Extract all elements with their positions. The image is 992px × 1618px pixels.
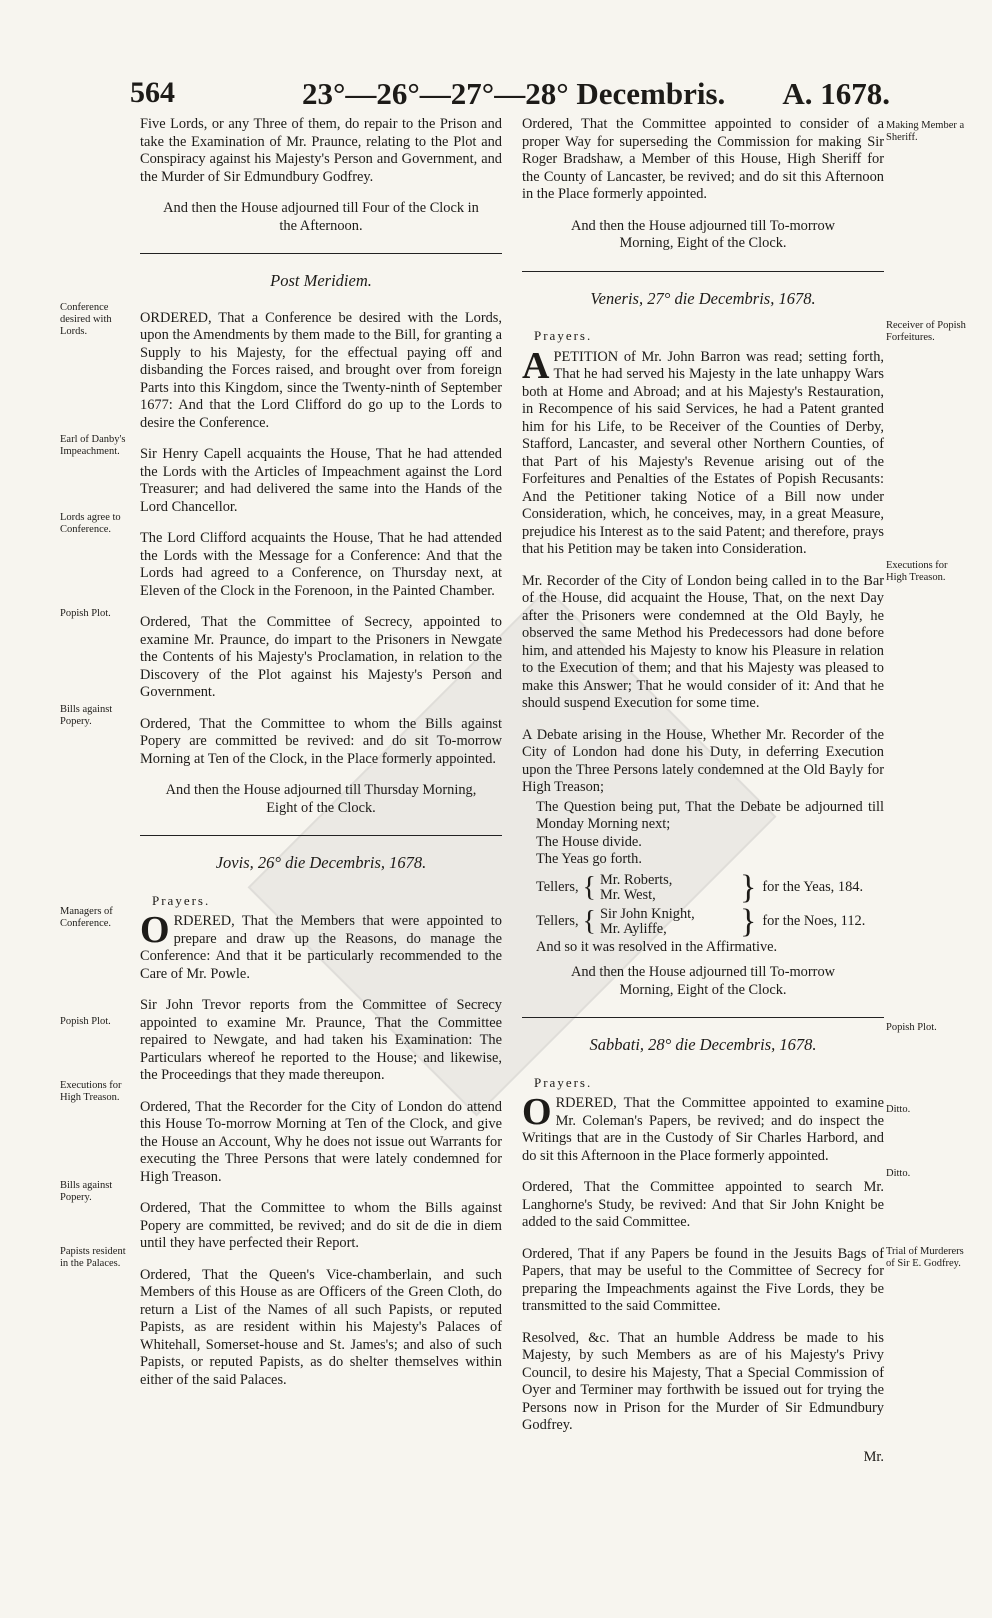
paragraph-popish-plot: Ordered, That the Committee of Secrecy, appointed to examine Mr. Praunce, do impart to the Prisoners in Newgate the Contents of his Majesty's Proclamation, in relation to the Discovery of the Plot against his Majesty's Person and Government. — [140, 614, 502, 700]
paragraph-bills-popery: Ordered, That the Committee to whom the Bills against Popery are committed, be revived; and do sit de die in diem until they have perfected their Report. — [140, 1200, 502, 1251]
margin-note: Papists resident in the Palaces. — [60, 1246, 126, 1269]
teller-name: Mr. Roberts, — [600, 871, 673, 888]
section-divider — [522, 271, 884, 272]
margin-note: Receiver of Popish Forfeitures. — [886, 320, 966, 343]
paragraph-text: RDERED, That the Committee appointed to examine Mr. Coleman's Papers, be revived; and do inspect the Writings that are in the Custody of Sir Charles Harbord, and do sit this Afternoon in the Place formerly appointed. — [522, 1095, 884, 1164]
paragraph-text: PETITION of Mr. John Barron was read; setting forth, That he had served his Majesty in the late unhappy Wars both at Home and Abroad; and at his Majesty's Restauration, in Recompence of his said Services, he had a Patent granted him for his Life, to be Receiver of the Counties of Derby, Stafford, Lancaster, and several other Northern Counties, of that Part of his Majesty's Revenue arising out of the Forfeitures and Penalties of the Estates of Popish Recusants: And the Petitioner taking Notice of a Bill now under Consideration, which, he conceives, may, in a great Measure, prejudice his Interest as to the said Patent; and therefore, prays that his Petition may be taken into Consideration. — [522, 348, 884, 557]
paragraph-debate: A Debate arising in the House, Whether Mr. Recorder of the City of London had done his Duty, in deferring Execution upon the Three Persons lately condemned at the Old Bayly for High Treason; — [522, 726, 884, 795]
right-brace: } — [740, 902, 757, 940]
paragraph-recorder: Mr. Recorder of the City of London being called in to the Bar of the House, did acquaint the House, That, on the next Day after the Prisoners were condemned at the Old Bayly, he observed the same Method his Predecessors had done before him, and attended his Majesty to know his Pleasure in relation to the Execution of them; and that his Majesty was pleased to make this Answer; That he would consider of it: And that he should suspend Execution for some time. — [522, 572, 884, 711]
prayers-heading: Prayers. — [152, 892, 211, 908]
tellers-yeas — [536, 868, 884, 906]
adjournment: And then the House adjourned till Thursday Morning, Eight of the Clock. — [165, 782, 477, 816]
page-number: 564 — [130, 76, 175, 109]
intro-paragraph: Five Lords, or any Three of them, do repair to the Prison and take the Examination of Mr. Praunce, relating to the Plot and Conspiracy against his Majesty's Person and Government, and the Murder of Sir Edmundbury Godfrey. — [140, 116, 502, 185]
paragraph-danby: Sir Henry Capell acquaints the House, That he had attended the Lords with the Articles of Impeachment against the Lord Treasurer; and had delivered the same into the Hands of the Lord Chancellor. — [140, 446, 502, 515]
teller-name: Mr. West, — [600, 886, 656, 903]
prayers-heading: Prayers. — [534, 328, 593, 343]
margin-note: Executions for High Treason. — [886, 560, 948, 583]
section-divider — [522, 1017, 884, 1018]
paragraph-jesuits: Ordered, That if any Papers be found in the Jesuits Bags of Papers, that may be useful to the Committee of Secrecy for preparing the Impeachments against the Five Lords, they be transmitted to the said Committee. — [522, 1245, 884, 1314]
left-column — [140, 116, 502, 1403]
paragraph-sheriff: Ordered, That the Committee appointed to consider of a proper Way for superseding the Commission for making Sir Roger Bradshaw, a Member of this House, High Sheriff for the County of Lancaster, be revived; and do sit this Afternoon in the Place formerly appointed. — [522, 116, 884, 202]
paragraph-coleman — [522, 1091, 884, 1165]
paragraph-address: Resolved, &c. That an humble Address be made to his Majesty, by such Members as are of his Majesty's Privy Council, to desire his Majesty, That a Special Commission of Oyer and Terminer may forthwith be issued out for trying the Persons now in Prison for the Murder of Sir Edmundbury Godfrey. — [522, 1329, 884, 1433]
margin-note: Bills against Popery. — [60, 704, 113, 727]
margin-note: Conference desired with Lords. — [60, 302, 112, 337]
margin-note: Bills against Popery. — [60, 1180, 113, 1203]
drop-cap: A — [522, 344, 550, 387]
paragraph-barron — [522, 344, 884, 559]
paragraph-trevor: Sir John Trevor reports from the Committee of Secrecy appointed to examine Mr. Praunce, That the Committee repaired to Newgate, and had taken his Examination: The Particulars whereof he reported to the House; and likewise, the Proceedings that they made thereupon. — [140, 997, 502, 1083]
yeas-result: for the Yeas, 184. — [762, 878, 864, 895]
vote-divide: The House divide. — [536, 833, 642, 850]
margin-note: Earl of Danby's Impeachment. — [60, 434, 126, 457]
section-divider — [140, 253, 502, 254]
margin-note: Executions for High Treason. — [60, 1080, 122, 1103]
section-title: Post Meridiem. — [270, 271, 372, 290]
left-brace: { — [582, 905, 596, 937]
noes-result: for the Noes, 112. — [762, 912, 866, 929]
paragraph-lords-agree: The Lord Clifford acquaints the House, That he had attended the Lords with the Message for a Conference: And that the Lords had agreed to a Conference, on Thursday next, at Eleven of the Clock in the Forenoon, in the Painted Chamber. — [140, 530, 502, 599]
section-title: Sabbati, 28° die Decembris, 1678. — [589, 1035, 817, 1054]
drop-cap: O — [522, 1091, 552, 1133]
margin-note: Trial of Murderers of Sir E. Godfrey. — [886, 1246, 964, 1269]
division-record — [536, 799, 884, 869]
margin-note: Lords agree to Conference. — [60, 512, 121, 535]
tellers-label: Tellers, — [536, 878, 579, 895]
margin-note: Popish Plot. — [60, 1016, 111, 1027]
vote-question: The Question being put, That the Debate be adjourned till Monday Morning next; — [536, 798, 884, 832]
margin-note: Managers of Conference. — [60, 906, 113, 929]
tellers-label: Tellers, — [536, 912, 579, 929]
left-brace: { — [582, 871, 596, 903]
catchword: Mr. — [863, 1448, 884, 1465]
teller-name: Sir John Knight, — [600, 905, 695, 922]
right-column — [522, 116, 884, 1466]
paragraph-papists: Ordered, That the Queen's Vice-chamberlain, and such Members of this House as are Officers of the Green Cloth, do return a List of the Names of all such Papists, or reputed Papists, as are resident within his Majesty's Palaces of Whitehall, Somerset-house and St. James's; and also of such Papists, or reputed Papists, as do shelter themselves within either of the said Palaces. — [140, 1266, 502, 1388]
paragraph-managers — [140, 909, 502, 983]
adjournment: And then the House adjourned till To-morrow Morning, Eight of the Clock. — [570, 217, 836, 251]
teller-names — [600, 907, 740, 937]
prayers-heading: Prayers. — [534, 1074, 593, 1090]
tellers-noes — [536, 902, 884, 940]
margin-note: Making Member a Sheriff. — [886, 120, 965, 143]
right-brace: } — [740, 868, 757, 906]
margin-note: Ditto. — [886, 1104, 911, 1115]
section-divider — [140, 835, 502, 836]
paragraph-conference: ORDERED, That a Conference be desired with the Lords, upon the Amendments by them made to the Bill, for granting a Supply to his Majesty, for the effectual paying off and disbanding the Forces raised, and brought over from foreign Parts into this Kingdom, since the Twenty-ninth of September 1677: And that the Lord Clifford do go up to the Lords to desire the Conference. — [140, 309, 502, 431]
paragraph-langhorne: Ordered, That the Committee appointed to search Mr. Langhorne's Study, be revived: And that Sir John Knight be added to the said Committee. — [522, 1179, 884, 1230]
margin-note: Ditto. — [886, 1168, 911, 1179]
vote-resolved: And so it was resolved in the Affirmative. — [536, 938, 778, 955]
margin-note: Popish Plot. — [886, 1022, 937, 1033]
paragraph-text: RDERED, That the Members that were appointed to prepare and draw up the Reasons, do manage the Conference: And that it be particularly recommended to the Care of Mr. Powle. — [140, 913, 502, 982]
paragraph-bills-popery: Ordered, That the Committee to whom the Bills against Popery are committed be revived: and do sit To-morrow Morning at Ten of the Clock, in the Place formerly appointed. — [140, 715, 502, 767]
paragraph-recorder: Ordered, That the Recorder for the City of London do attend this House To-morrow Morning at Ten of the Clock, and give the House an Account, Why he does not issue out Warrants for executing the Three Persons that were lately condemned for High Treason. — [140, 1098, 502, 1185]
adjournment: And then the House adjourned till To-morrow Morning, Eight of the Clock. — [570, 964, 836, 998]
teller-name: Mr. Ayliffe, — [600, 920, 667, 937]
section-title: Jovis, 26° die Decembris, 1678. — [215, 853, 427, 872]
teller-names — [600, 873, 740, 903]
header-dates: 23°—26°—27°—28° Decembris. — [302, 76, 726, 111]
section-title: Veneris, 27° die Decembris, 1678. — [590, 288, 816, 308]
margin-note: Popish Plot. — [60, 608, 111, 619]
header-year: A. 1678. — [782, 76, 890, 111]
page-header — [130, 76, 890, 116]
vote-yeas-forth: The Yeas go forth. — [536, 851, 642, 867]
adjournment: And then the House adjourned till Four of the Clock in the Afternoon. — [163, 200, 479, 234]
drop-cap: O — [140, 909, 170, 951]
